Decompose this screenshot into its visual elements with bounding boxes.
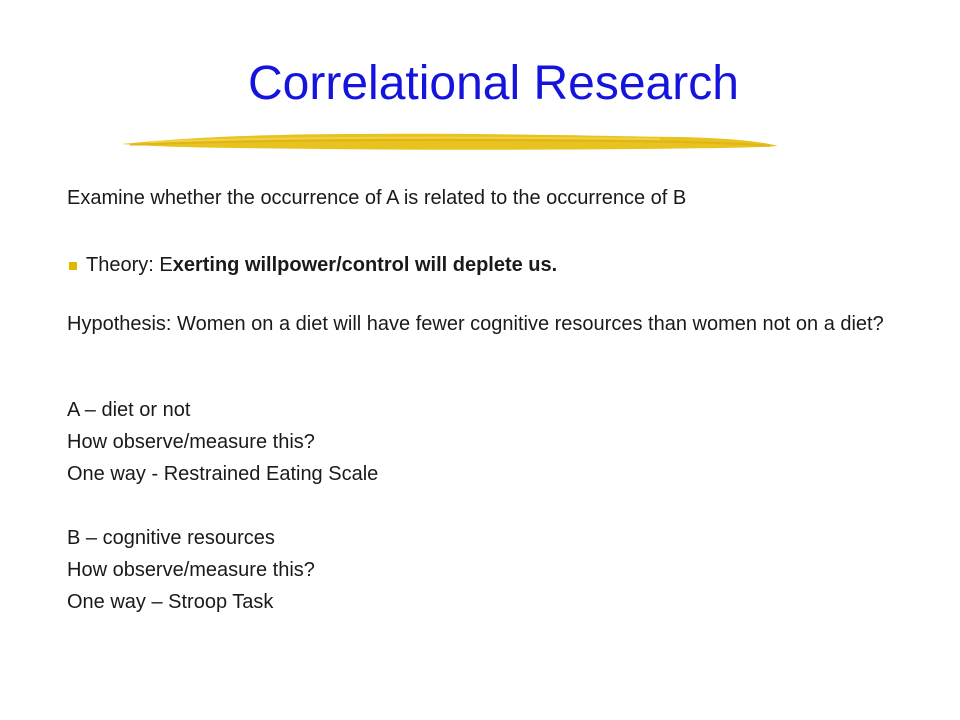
square-bullet-icon [69, 262, 77, 270]
a-definition: A – diet or not [67, 399, 191, 421]
a-measure-question: How observe/measure this? [67, 431, 315, 453]
hypothesis-text: Hypothesis: Women on a diet will have fewer cognitive resources than women not on a diet? [67, 313, 884, 335]
b-measure-question: How observe/measure this? [67, 559, 315, 581]
intro-text: Examine whether the occurrence of A is related to the occurrence of B [67, 187, 687, 209]
theory-label: Theory: E [86, 254, 173, 276]
b-definition: B – cognitive resources [67, 527, 275, 549]
theory-statement: xerting willpower/control will deplete us. [172, 254, 558, 276]
theory-bullet-item [69, 254, 557, 277]
a-measure-method: One way - Restrained Eating Scale [67, 463, 379, 485]
title-underline-brushstroke [120, 128, 780, 156]
b-measure-method: One way – Stroop Task [67, 591, 274, 613]
slide-title: Correlational Research [248, 57, 739, 110]
